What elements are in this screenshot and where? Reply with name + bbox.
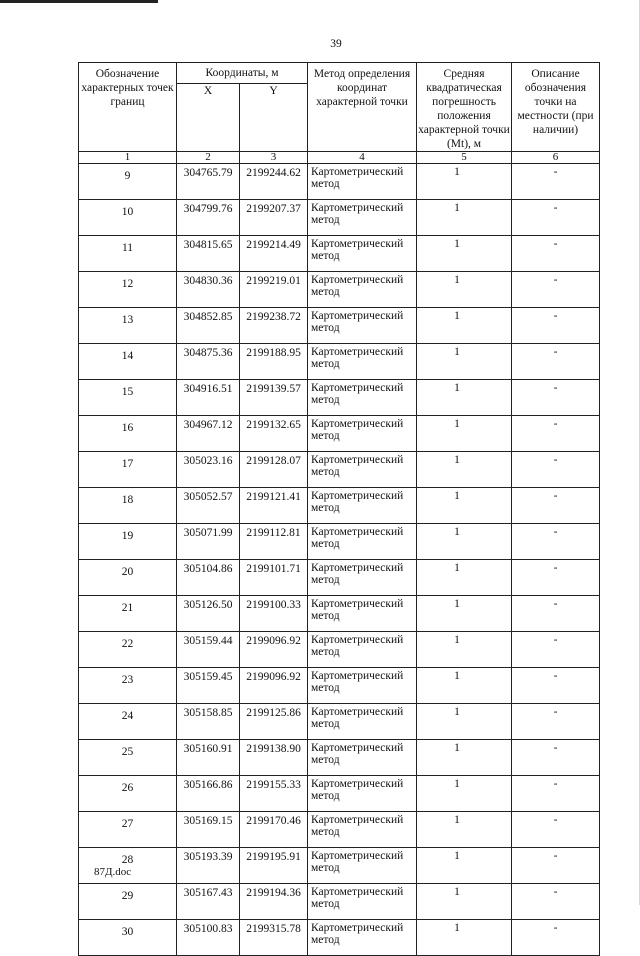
mean-error-cell: 1 (417, 596, 512, 632)
method-cell: Картометрический метод (308, 164, 417, 200)
footer-filename: 87Д.doc (94, 866, 132, 878)
header-description: Описание обозначения точки на местности (при наличии) (512, 63, 600, 152)
mean-error-cell: 1 (417, 776, 512, 812)
description-cell: - (512, 164, 600, 200)
description-cell: - (512, 812, 600, 848)
point-number-cell: 17 (79, 452, 177, 488)
method-cell: Картометрический метод (308, 488, 417, 524)
coord-x-cell: 304830.36 (177, 272, 240, 308)
table-row (79, 272, 600, 308)
point-number-cell: 28 (79, 848, 177, 884)
coord-x-cell: 304875.36 (177, 344, 240, 380)
coord-x-cell: 305169.15 (177, 812, 240, 848)
coord-x-cell: 305158.85 (177, 704, 240, 740)
coord-y-cell: 2199101.71 (240, 560, 308, 596)
header-point-designation: Обозначение характерных точек границ (79, 63, 177, 152)
table-row (79, 596, 600, 632)
point-number-cell: 9 (79, 164, 177, 200)
method-cell: Картометрический метод (308, 596, 417, 632)
table-row (79, 920, 600, 956)
description-cell: - (512, 920, 600, 956)
method-cell: Картометрический метод (308, 308, 417, 344)
table-row (79, 344, 600, 380)
column-number: 3 (240, 152, 308, 164)
header-coordinates: Координаты, м (177, 63, 308, 84)
mean-error-cell: 1 (417, 812, 512, 848)
coord-x-cell: 305071.99 (177, 524, 240, 560)
mean-error-cell: 1 (417, 272, 512, 308)
mean-error-cell: 1 (417, 236, 512, 272)
mean-error-cell: 1 (417, 452, 512, 488)
point-number-cell: 13 (79, 308, 177, 344)
coord-y-cell: 2199194.36 (240, 884, 308, 920)
point-number-cell: 18 (79, 488, 177, 524)
point-number-cell: 21 (79, 596, 177, 632)
method-cell: Картометрический метод (308, 740, 417, 776)
method-cell: Картометрический метод (308, 344, 417, 380)
mean-error-cell: 1 (417, 200, 512, 236)
coord-x-cell: 305052.57 (177, 488, 240, 524)
point-number-cell: 30 (79, 920, 177, 956)
point-number-cell: 22 (79, 632, 177, 668)
mean-error-cell: 1 (417, 164, 512, 200)
table-row (79, 812, 600, 848)
coord-y-cell: 2199132.65 (240, 416, 308, 452)
column-numbers-row (79, 152, 600, 164)
coord-y-cell: 2199125.86 (240, 704, 308, 740)
coord-x-cell: 305166.86 (177, 776, 240, 812)
coord-x-cell: 305104.86 (177, 560, 240, 596)
table-row (79, 524, 600, 560)
mean-error-cell: 1 (417, 416, 512, 452)
point-number-cell: 29 (79, 884, 177, 920)
coord-x-cell: 304852.85 (177, 308, 240, 344)
table-row (79, 632, 600, 668)
mean-error-cell: 1 (417, 704, 512, 740)
coord-x-cell: 305126.50 (177, 596, 240, 632)
coord-y-cell: 2199188.95 (240, 344, 308, 380)
table-row (79, 704, 600, 740)
table-row (79, 884, 600, 920)
header-mean-error: Средняя квадратическая погрешность положения характерной точки (Mt), м (417, 63, 512, 152)
description-cell: - (512, 848, 600, 884)
coord-x-cell: 305193.39 (177, 848, 240, 884)
column-number: 5 (417, 152, 512, 164)
table-row (79, 668, 600, 704)
point-number-cell: 12 (79, 272, 177, 308)
coord-y-cell: 2199112.81 (240, 524, 308, 560)
description-cell: - (512, 596, 600, 632)
coord-y-cell: 2199195.91 (240, 848, 308, 884)
coord-y-cell: 2199121.41 (240, 488, 308, 524)
point-number-cell: 20 (79, 560, 177, 596)
method-cell: Картометрический метод (308, 200, 417, 236)
coord-y-cell: 2199096.92 (240, 668, 308, 704)
coord-y-cell: 2199100.33 (240, 596, 308, 632)
coord-y-cell: 2199214.49 (240, 236, 308, 272)
table-row (79, 416, 600, 452)
point-number-cell: 19 (79, 524, 177, 560)
method-cell: Картометрический метод (308, 632, 417, 668)
method-cell: Картометрический метод (308, 416, 417, 452)
point-number-cell: 27 (79, 812, 177, 848)
description-cell: - (512, 632, 600, 668)
method-cell: Картометрический метод (308, 524, 417, 560)
mean-error-cell: 1 (417, 632, 512, 668)
method-cell: Картометрический метод (308, 704, 417, 740)
description-cell: - (512, 776, 600, 812)
coord-x-cell: 304967.12 (177, 416, 240, 452)
coord-x-cell: 304799.76 (177, 200, 240, 236)
column-number: 4 (308, 152, 417, 164)
description-cell: - (512, 668, 600, 704)
table-row (79, 488, 600, 524)
method-cell: Картометрический метод (308, 920, 417, 956)
coord-x-cell: 305167.43 (177, 884, 240, 920)
description-cell: - (512, 524, 600, 560)
coord-y-cell: 2199219.01 (240, 272, 308, 308)
table-row (79, 308, 600, 344)
coord-y-cell: 2199128.07 (240, 452, 308, 488)
table-row (79, 164, 600, 200)
description-cell: - (512, 740, 600, 776)
coord-y-cell: 2199139.57 (240, 380, 308, 416)
top-rule (0, 0, 158, 3)
method-cell: Картометрический метод (308, 812, 417, 848)
mean-error-cell: 1 (417, 668, 512, 704)
mean-error-cell: 1 (417, 884, 512, 920)
column-number: 6 (512, 152, 600, 164)
mean-error-cell: 1 (417, 488, 512, 524)
method-cell: Картометрический метод (308, 272, 417, 308)
table-row (79, 776, 600, 812)
mean-error-cell: 1 (417, 344, 512, 380)
coord-x-cell: 304916.51 (177, 380, 240, 416)
method-cell: Картометрический метод (308, 560, 417, 596)
point-number-cell: 26 (79, 776, 177, 812)
description-cell: - (512, 308, 600, 344)
coord-x-cell: 304765.79 (177, 164, 240, 200)
table-row (79, 200, 600, 236)
mean-error-cell: 1 (417, 848, 512, 884)
coord-x-cell: 305023.16 (177, 452, 240, 488)
description-cell: - (512, 344, 600, 380)
mean-error-cell: 1 (417, 740, 512, 776)
description-cell: - (512, 272, 600, 308)
point-number-cell: 16 (79, 416, 177, 452)
mean-error-cell: 1 (417, 920, 512, 956)
point-number-cell: 24 (79, 704, 177, 740)
method-cell: Картометрический метод (308, 452, 417, 488)
page-number: 39 (330, 38, 342, 50)
coord-y-cell: 2199238.72 (240, 308, 308, 344)
table-row (79, 848, 600, 884)
method-cell: Картометрический метод (308, 884, 417, 920)
point-number-cell: 10 (79, 200, 177, 236)
description-cell: - (512, 452, 600, 488)
point-number-cell: 11 (79, 236, 177, 272)
coord-x-cell: 305159.44 (177, 632, 240, 668)
header-y: Y (240, 84, 308, 152)
coordinates-table (78, 62, 600, 956)
description-cell: - (512, 236, 600, 272)
coord-y-cell: 2199315.78 (240, 920, 308, 956)
description-cell: - (512, 380, 600, 416)
coord-x-cell: 305159.45 (177, 668, 240, 704)
table-row (79, 380, 600, 416)
method-cell: Картометрический метод (308, 776, 417, 812)
coord-x-cell: 305100.83 (177, 920, 240, 956)
point-number-cell: 25 (79, 740, 177, 776)
mean-error-cell: 1 (417, 308, 512, 344)
mean-error-cell: 1 (417, 560, 512, 596)
description-cell: - (512, 704, 600, 740)
description-cell: - (512, 200, 600, 236)
column-number: 1 (79, 152, 177, 164)
coord-y-cell: 2199207.37 (240, 200, 308, 236)
table-row (79, 452, 600, 488)
point-number-cell: 15 (79, 380, 177, 416)
method-cell: Картометрический метод (308, 380, 417, 416)
method-cell: Картометрический метод (308, 668, 417, 704)
coord-x-cell: 304815.65 (177, 236, 240, 272)
header-x: X (177, 84, 240, 152)
coord-y-cell: 2199170.46 (240, 812, 308, 848)
header-method: Метод определения координат характерной точки (308, 63, 417, 152)
mean-error-cell: 1 (417, 524, 512, 560)
coord-y-cell: 2199138.90 (240, 740, 308, 776)
point-number-cell: 23 (79, 668, 177, 704)
method-cell: Картометрический метод (308, 848, 417, 884)
coord-y-cell: 2199155.33 (240, 776, 308, 812)
column-number: 2 (177, 152, 240, 164)
description-cell: - (512, 416, 600, 452)
mean-error-cell: 1 (417, 380, 512, 416)
method-cell: Картометрический метод (308, 236, 417, 272)
point-number-cell: 14 (79, 344, 177, 380)
description-cell: - (512, 884, 600, 920)
description-cell: - (512, 488, 600, 524)
description-cell: - (512, 560, 600, 596)
table-row (79, 236, 600, 272)
table-row (79, 740, 600, 776)
coord-x-cell: 305160.91 (177, 740, 240, 776)
coord-y-cell: 2199096.92 (240, 632, 308, 668)
table-row (79, 560, 600, 596)
coord-y-cell: 2199244.62 (240, 164, 308, 200)
